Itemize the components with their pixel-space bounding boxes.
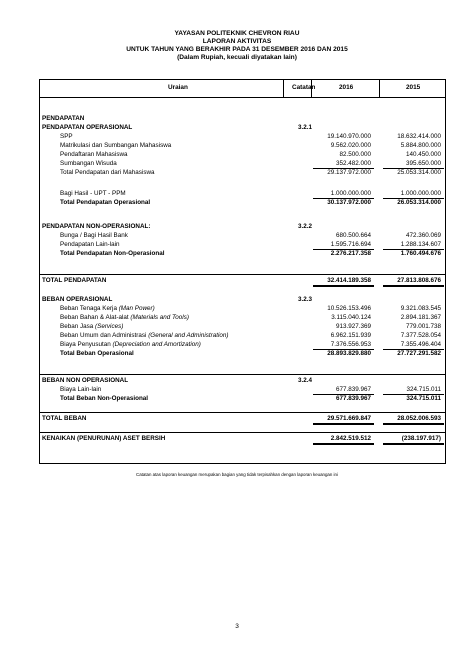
- total-rule: [383, 443, 444, 445]
- value-2015: 7.377.528.054: [400, 332, 441, 339]
- value-2015: 140.450.000: [405, 151, 441, 158]
- row-label: TOTAL PENDAPATAN: [42, 277, 107, 284]
- row-note: 3.2.1: [298, 124, 313, 131]
- value-2015: 395.650.000: [405, 160, 441, 167]
- value-2016: 28.893.829.880: [327, 350, 371, 357]
- section-rule: [40, 432, 445, 433]
- row-label: Matrikulasi dan Sumbangan Mahasiswa: [60, 142, 172, 149]
- total-rule: [313, 443, 374, 445]
- value-2015: 28.052.006.593: [397, 415, 441, 422]
- value-2015: 1.288.134.607: [400, 241, 441, 248]
- row-label: Beban Umum dan Administrasi (General and Administration): [60, 332, 229, 339]
- value-2015: 324.715.011: [406, 395, 441, 402]
- header-divider: [311, 80, 312, 97]
- page-number: 3: [235, 623, 239, 630]
- row-label: Total Pendapatan dari Mahasiswa: [60, 169, 155, 176]
- table-row: [40, 385, 445, 394]
- row-label: TOTAL BEBAN: [42, 415, 87, 422]
- row-label: Bagi Hasil - UPT - PPM: [60, 190, 126, 197]
- table-row: [40, 322, 445, 331]
- value-2015: 5.884.800.000: [400, 142, 441, 149]
- value-2015: 7.355.496.404: [400, 341, 441, 348]
- value-2016: 677.839.967: [335, 386, 371, 393]
- value-2015: 779.001.738: [405, 323, 441, 330]
- table-row: [40, 414, 445, 423]
- row-note: 3.2.2: [298, 223, 313, 230]
- table-header: [40, 80, 445, 98]
- table-row: [40, 231, 445, 240]
- value-2016: 10.526.153.496: [327, 305, 371, 312]
- value-2016: 32.414.189.358: [327, 277, 371, 284]
- row-note: 3.2.3: [298, 296, 313, 303]
- table-row: [40, 349, 445, 358]
- row-label: Beban Jasa (Services): [60, 323, 124, 330]
- col-2016: 2016: [339, 84, 354, 91]
- table-row: [40, 123, 445, 132]
- row-label: Biaya Lain-lain: [60, 386, 102, 393]
- value-2015: 472.360.069: [405, 232, 441, 239]
- row-label: PENDAPATAN NON-OPERASIONAL:: [42, 223, 151, 230]
- table-row: [40, 394, 445, 403]
- org-name: YAYASAN POLITEKNIK CHEVRON RIAU: [174, 30, 300, 37]
- value-2016: 19.140.970.000: [327, 133, 371, 140]
- col-uraian: Uraian: [168, 84, 188, 91]
- row-label: Beban Tenaga Kerja (Man Power): [60, 305, 155, 312]
- value-2015: 9.321.083.545: [400, 305, 441, 312]
- value-2015: 1.000.000.000: [400, 190, 441, 197]
- table-row: [40, 313, 445, 322]
- row-label: Bunga / Bagi Hasil Bank: [60, 232, 128, 239]
- row-label: Total Beban Non-Operasional: [60, 395, 149, 402]
- table-row: [40, 240, 445, 249]
- table-row: [40, 168, 445, 177]
- section-rule: [40, 412, 445, 413]
- table-row: [40, 189, 445, 198]
- value-2016: 29.137.972.000: [327, 169, 371, 176]
- row-label: Beban Bahan & Alat-alat (Materials and Tools): [60, 314, 189, 321]
- section-rule: [40, 374, 445, 375]
- table-row: [40, 222, 445, 231]
- row-label: SPP: [60, 133, 73, 140]
- value-2015: 2.894.181.367: [400, 314, 441, 321]
- col-catatan: Catatan: [292, 84, 316, 91]
- row-label: PENDAPATAN: [42, 115, 85, 122]
- value-2016: 3.115.040.124: [331, 314, 371, 321]
- table-row: [40, 198, 445, 207]
- table-row: [40, 276, 445, 285]
- value-2016: 29.571.669.847: [327, 415, 371, 422]
- value-2016: 7.376.556.953: [330, 341, 371, 348]
- table-row: [40, 159, 445, 168]
- value-2016: 2.842.519.512: [330, 435, 371, 442]
- total-rule: [383, 423, 444, 425]
- value-2015: 25.053.314.000: [397, 169, 441, 176]
- row-label: BEBAN NON OPERASIONAL: [42, 377, 129, 384]
- footer-note: Catatan atas laporan keuangan merupakan bagian yang tidak terpisahkan dengan laporan keuangan ini: [136, 472, 338, 477]
- row-note: 3.2.4: [298, 377, 313, 384]
- value-2016: 352.482.000: [335, 160, 371, 167]
- value-2015: 1.760.494.676: [400, 250, 441, 257]
- report-period: UNTUK TAHUN YANG BERAKHIR PADA 31 DESEMBER 2016 DAN 2015: [126, 46, 348, 53]
- table-row: [40, 331, 445, 340]
- row-label: Total Beban Operasional: [60, 350, 134, 357]
- row-label: Pendaftaran Mahasiswa: [60, 151, 128, 158]
- row-label: Biaya Penyusutan (Depreciation and Amortization): [60, 341, 201, 348]
- value-2015: 27.727.291.582: [397, 350, 441, 357]
- value-2016: 2.276.217.358: [330, 250, 371, 257]
- total-rule: [383, 285, 444, 287]
- col-2015: 2015: [406, 84, 421, 91]
- header-divider: [379, 80, 380, 97]
- table-row: [40, 141, 445, 150]
- table-row: [40, 376, 445, 385]
- table-row: [40, 434, 445, 443]
- row-label: PENDAPATAN OPERASIONAL: [42, 124, 133, 131]
- activity-statement-table: [39, 79, 446, 464]
- row-label: BEBAN OPERASIONAL: [42, 296, 113, 303]
- table-row: [40, 304, 445, 313]
- value-2016: 30.137.972.000: [327, 199, 371, 206]
- row-label: Pendapatan Lain-lain: [60, 241, 120, 248]
- table-row: [40, 340, 445, 349]
- total-rule: [313, 285, 374, 287]
- table-row: [40, 114, 445, 123]
- value-2015: 26.053.314.000: [397, 199, 441, 206]
- value-2016: 1.595.716.694: [330, 241, 371, 248]
- value-2015: (238.197.917): [401, 435, 441, 442]
- row-label: Sumbangan Wisuda: [60, 160, 117, 167]
- value-2016: 6.962.151.939: [330, 332, 371, 339]
- value-2016: 913.927.369: [335, 323, 371, 330]
- value-2016: 9.562.020.000: [330, 142, 371, 149]
- row-label: Total Pendapatan Non-Operasional: [60, 250, 165, 257]
- value-2016: 680.500.664: [335, 232, 371, 239]
- header-divider: [283, 80, 284, 97]
- row-label: Total Pendapatan Operasional: [60, 199, 151, 206]
- value-2016: 677.839.967: [335, 395, 371, 402]
- total-rule: [313, 423, 374, 425]
- value-2015: 324.715.011: [406, 386, 441, 393]
- value-2016: 82.500.000: [339, 151, 371, 158]
- row-label: KENAIKAN (PENURUNAN) ASET BERSIH: [42, 435, 166, 442]
- table-row: [40, 150, 445, 159]
- section-rule: [40, 274, 445, 275]
- report-unit: (Dalam Rupiah, kecuali diyatakan lain): [177, 54, 297, 61]
- value-2016: 1.000.000.000: [330, 190, 371, 197]
- report-title: LAPORAN AKTIVITAS: [202, 38, 272, 45]
- table-row: [40, 295, 445, 304]
- table-row: [40, 249, 445, 258]
- value-2015: 27.813.808.676: [397, 277, 441, 284]
- value-2015: 18.632.414.000: [397, 133, 441, 140]
- table-row: [40, 132, 445, 141]
